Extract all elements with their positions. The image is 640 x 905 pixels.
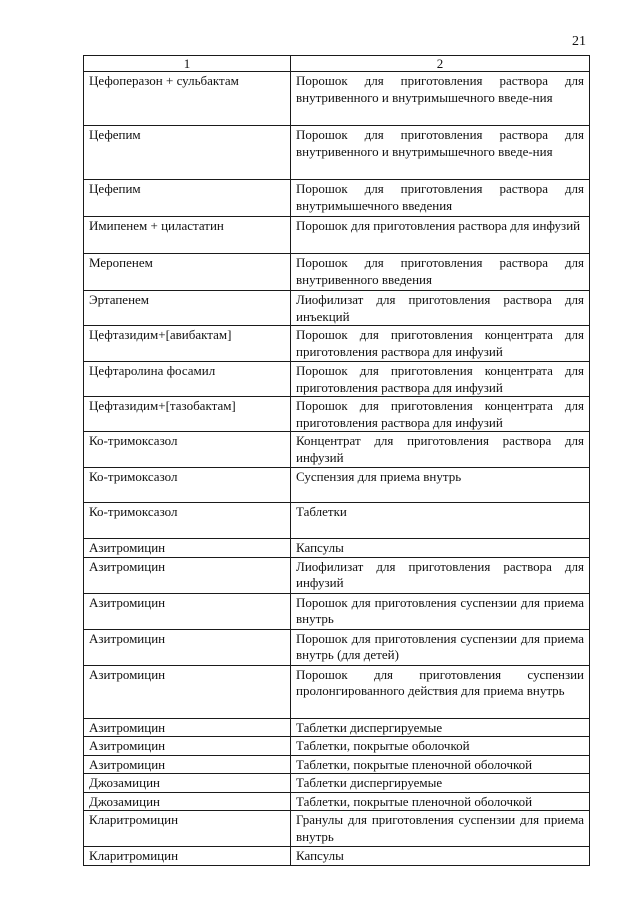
table-row <box>84 774 590 793</box>
drug-name-cell: Азитромицин <box>84 755 291 774</box>
drug-name-cell: Азитромицин <box>84 593 291 629</box>
dosage-form-cell: Гранулы для приготовления суспензии для приема внутрь <box>291 811 590 847</box>
table-row <box>84 737 590 756</box>
table-row <box>84 180 590 217</box>
dosage-form-cell: Капсулы <box>291 847 590 866</box>
table-row <box>84 468 590 503</box>
drug-table <box>83 55 590 866</box>
page-number: 21 <box>572 34 586 49</box>
dosage-form-cell: Лиофилизат для приготовления раствора для инъекций <box>291 291 590 326</box>
table-row <box>84 72 590 126</box>
dosage-form-cell: Порошок для приготовления раствора для внутривенного и внутримышечного введе-ния <box>291 126 590 180</box>
drug-name-cell: Ко-тримоксазол <box>84 468 291 503</box>
drug-name-cell: Цефтазидим+[тазобактам] <box>84 397 291 432</box>
drug-name-cell: Ко-тримоксазол <box>84 432 291 468</box>
dosage-form-cell: Порошок для приготовления концентрата для приготовления раствора для инфузий <box>291 362 590 397</box>
drug-name-cell: Джозамицин <box>84 774 291 793</box>
dosage-form-cell: Капсулы <box>291 539 590 558</box>
drug-name-cell: Кларитромицин <box>84 811 291 847</box>
table-row <box>84 291 590 326</box>
dosage-form-cell: Концентрат для приготовления раствора для инфузий <box>291 432 590 468</box>
drug-name-cell: Меропенем <box>84 254 291 291</box>
dosage-form-cell: Таблетки диспергируемые <box>291 774 590 793</box>
dosage-form-cell: Порошок для приготовления суспензии для приема внутрь <box>291 593 590 629</box>
table-header-row <box>84 56 590 72</box>
table-row <box>84 362 590 397</box>
drug-name-cell: Эртапенем <box>84 291 291 326</box>
drug-name-cell: Имипенем + циластатин <box>84 217 291 254</box>
drug-name-cell: Цефтаролина фосамил <box>84 362 291 397</box>
table-row <box>84 539 590 558</box>
dosage-form-cell: Порошок для приготовления раствора для инфузий <box>291 217 590 254</box>
table-row <box>84 792 590 811</box>
table-row <box>84 254 590 291</box>
dosage-form-cell: Лиофилизат для приготовления раствора для инфузий <box>291 557 590 593</box>
table-row <box>84 326 590 362</box>
drug-name-cell: Цефтазидим+[авибактам] <box>84 326 291 362</box>
dosage-form-cell: Таблетки диспергируемые <box>291 718 590 737</box>
dosage-form-cell: Порошок для приготовления раствора для внутримышечного введения <box>291 180 590 217</box>
dosage-form-cell: Порошок для приготовления концентрата для приготовления раствора для инфузий <box>291 397 590 432</box>
drug-name-cell: Ко-тримоксазол <box>84 503 291 539</box>
drug-name-cell: Азитромицин <box>84 737 291 756</box>
dosage-form-cell: Таблетки, покрытые оболочкой <box>291 737 590 756</box>
drug-name-cell: Азитромицин <box>84 718 291 737</box>
dosage-form-cell: Таблетки, покрытые пленочной оболочкой <box>291 755 590 774</box>
dosage-form-cell: Порошок для приготовления суспензии для приема внутрь (для детей) <box>291 629 590 665</box>
drug-name-cell: Цефепим <box>84 180 291 217</box>
table-row <box>84 811 590 847</box>
drug-name-cell: Азитромицин <box>84 539 291 558</box>
table-row <box>84 593 590 629</box>
dosage-form-cell: Порошок для приготовления раствора для внутривенного введения <box>291 254 590 291</box>
table-row <box>84 755 590 774</box>
table-row <box>84 718 590 737</box>
table-row <box>84 665 590 718</box>
dosage-form-cell: Порошок для приготовления суспензии пролонгированного действия для приема внутрь <box>291 665 590 718</box>
drug-name-cell: Азитромицин <box>84 665 291 718</box>
drug-name-cell: Азитромицин <box>84 557 291 593</box>
table-row <box>84 217 590 254</box>
dosage-form-cell: Порошок для приготовления раствора для внутривенного и внутримышечного введе-ния <box>291 72 590 126</box>
column-header-1: 1 <box>84 56 291 72</box>
table-row <box>84 629 590 665</box>
column-header-2: 2 <box>291 56 590 72</box>
drug-name-cell: Азитромицин <box>84 629 291 665</box>
dosage-form-cell: Таблетки <box>291 503 590 539</box>
drug-name-cell: Джозамицин <box>84 792 291 811</box>
dosage-form-cell: Порошок для приготовления концентрата для приготовления раствора для инфузий <box>291 326 590 362</box>
table-body <box>84 72 590 866</box>
table-row <box>84 432 590 468</box>
drug-name-cell: Цефепим <box>84 126 291 180</box>
dosage-form-cell: Суспензия для приема внутрь <box>291 468 590 503</box>
drug-name-cell: Кларитромицин <box>84 847 291 866</box>
table-row <box>84 557 590 593</box>
table-row <box>84 397 590 432</box>
drug-name-cell: Цефоперазон + сульбактам <box>84 72 291 126</box>
table-row <box>84 126 590 180</box>
table-row <box>84 503 590 539</box>
table-row <box>84 847 590 866</box>
dosage-form-cell: Таблетки, покрытые пленочной оболочкой <box>291 792 590 811</box>
